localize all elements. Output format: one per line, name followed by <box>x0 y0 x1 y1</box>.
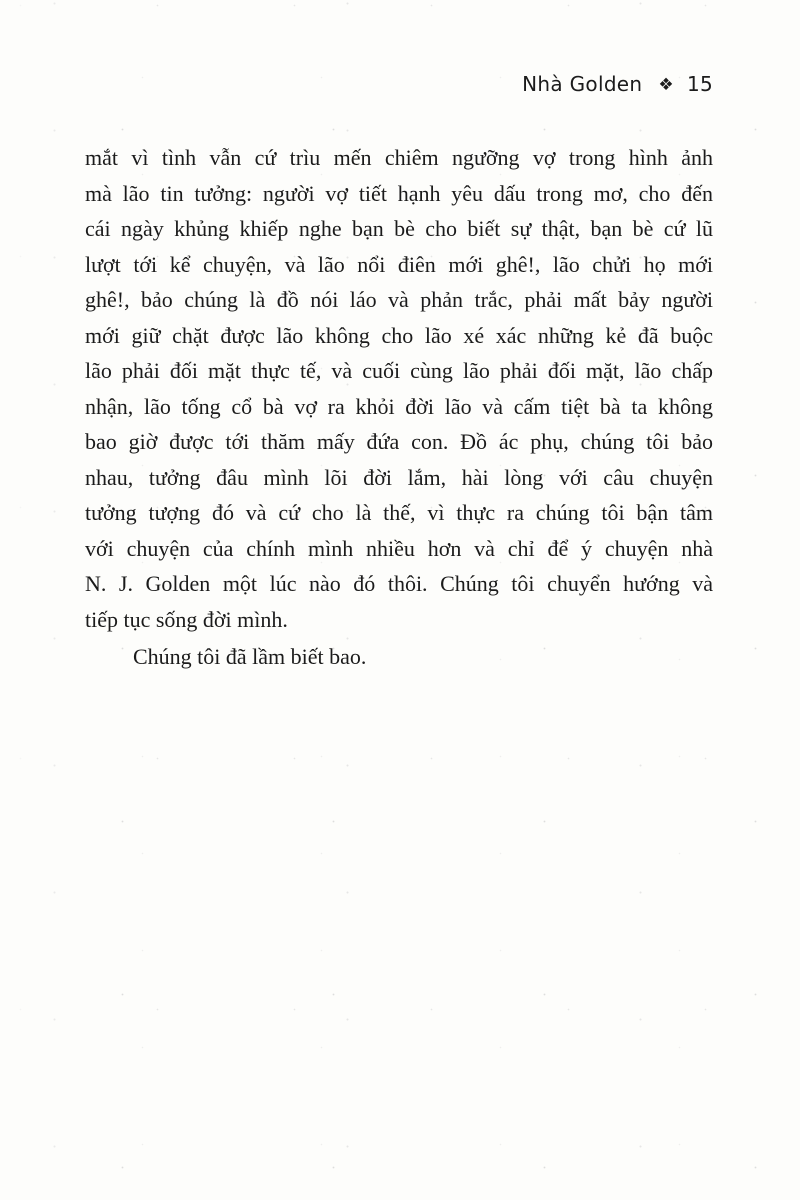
running-header <box>522 72 713 96</box>
text-line: tiếp tục sống đời mình. <box>85 606 288 632</box>
page-number: 15 <box>686 72 713 96</box>
text-line: bao giờ được tới thăm mấy đứa con. Đồ ác phụ, chúng tôi bảo <box>85 429 713 454</box>
text-line: lão phải đối mặt thực tế, và cuối cùng lão phải đối mặt, lão chấp <box>85 358 713 383</box>
text-line: nhau, tưởng đâu mình lõi đời lắm, hài lòng với câu chuyện <box>85 464 713 490</box>
book-title: Nhà Golden <box>522 72 643 96</box>
text-line: với chuyện của chính mình nhiều hơn và chỉ để ý chuyện nhà <box>85 535 713 561</box>
text-line: N. J. Golden một lúc nào đó thôi. Chúng tôi chuyển hướng và <box>85 571 713 596</box>
page-gutter-shading <box>0 0 70 1200</box>
paragraph-closing <box>85 639 713 675</box>
text-line: ghê!, bảo chúng là đồ nói láo và phản trắc, phải mất bảy người <box>85 287 713 312</box>
body-text <box>85 140 713 675</box>
text-line: tưởng tượng đó và cứ cho là thế, vì thực ra chúng tôi bận tâm <box>85 500 713 525</box>
text-line: lượt tới kể chuyện, và lão nổi điên mới ghê!, lão chửi họ mới <box>85 251 713 277</box>
paragraph-main <box>85 140 713 637</box>
text-line: mới giữ chặt được lão không cho lão xé xác những kẻ đã buộc <box>85 322 713 348</box>
text-line: Chúng tôi đã lầm biết bao. <box>133 644 367 669</box>
text-line: nhận, lão tống cổ bà vợ ra khỏi đời lão và cấm tiệt bà ta không <box>85 393 713 419</box>
text-line: mắt vì tình vẫn cứ trìu mến chiêm ngưỡng vợ trong hình ảnh <box>85 145 713 170</box>
text-line: cái ngày khủng khiếp nghe bạn bè cho biết sự thật, bạn bè cứ lũ <box>85 216 713 241</box>
text-line: mà lão tin tưởng: người vợ tiết hạnh yêu dấu trong mơ, cho đến <box>85 180 713 206</box>
diamond-ornament-icon: ❖ <box>658 75 674 95</box>
